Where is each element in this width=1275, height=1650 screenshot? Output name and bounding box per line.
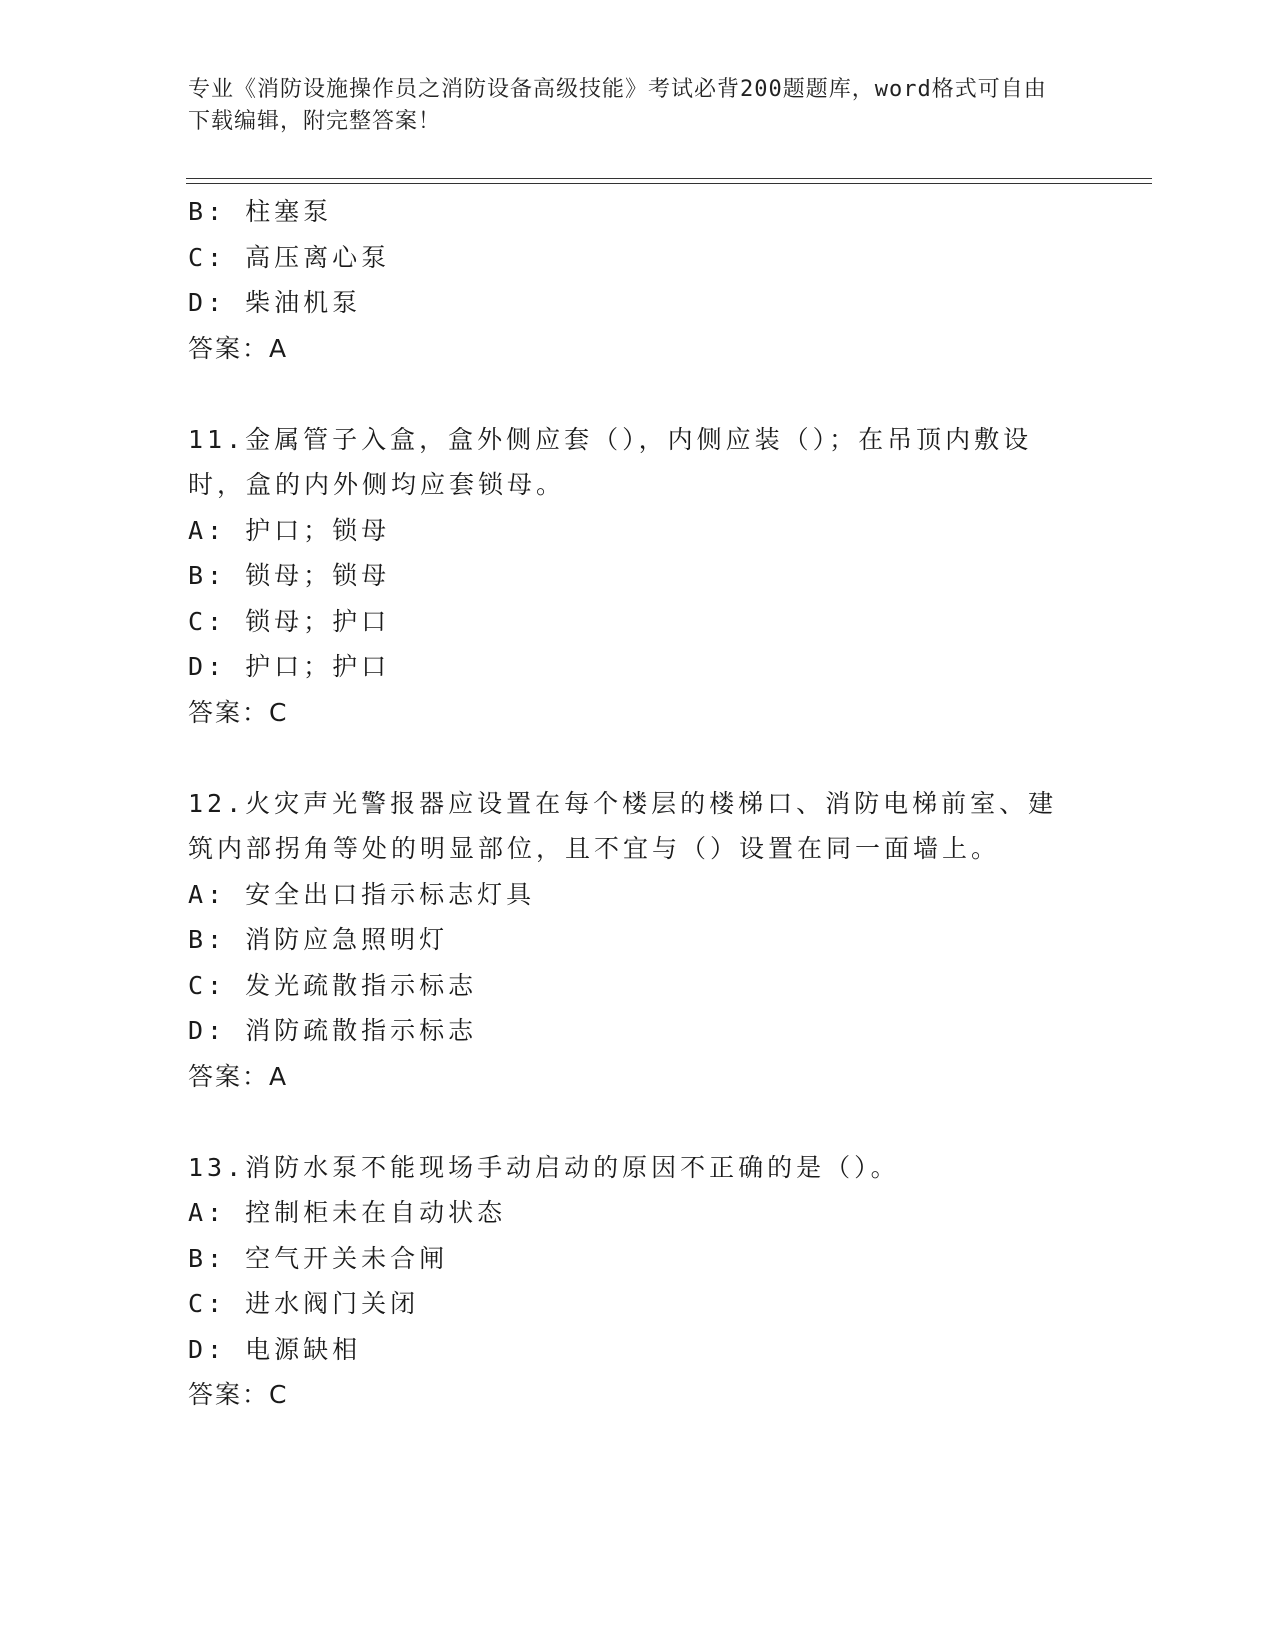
answer: 答案：C — [188, 697, 289, 727]
question-11 — [188, 417, 1088, 736]
option: A: 护口；锁母 — [188, 515, 391, 545]
option: D: 电源缺相 — [188, 1334, 362, 1364]
option: D: 消防疏散指示标志 — [188, 1016, 478, 1045]
question-text: 13.消防水泵不能现场手动启动的原因不正确的是（）。 — [188, 1152, 900, 1182]
option: A: 安全出口指示标志灯具 — [188, 879, 536, 909]
question-text: 12.火灾声光警报器应设置在每个楼层的楼梯口、消防电梯前室、建筑内部拐角等处的明显部位，且不宜与（）设置在同一面墙上。 — [188, 788, 1058, 863]
question-text: 11.金属管子入盒，盒外侧应套（），内侧应装（）；在吊顶内敷设时，盒的内外侧均应套锁母。 — [188, 424, 1033, 499]
option: D: 护口；护口 — [188, 652, 391, 681]
question-list — [188, 189, 1088, 1418]
option: A: 控制柜未在自动状态 — [188, 1198, 507, 1227]
option: C: 发光疏散指示标志 — [188, 970, 478, 1000]
option: B: 柱塞泵 — [188, 197, 333, 226]
option: B: 空气开关未合闸 — [188, 1243, 449, 1273]
question-13 — [188, 1145, 1088, 1418]
question-10-tail — [188, 189, 1088, 371]
option: B: 锁母；锁母 — [188, 561, 391, 590]
question-12 — [188, 781, 1088, 1100]
option: D: 柴油机泵 — [188, 288, 362, 317]
header-divider-top — [186, 178, 1152, 179]
answer: 答案：C — [188, 1380, 289, 1409]
answer: 答案：A — [188, 333, 289, 363]
answer: 答案：A — [188, 1061, 289, 1091]
option: C: 进水阀门关闭 — [188, 1289, 420, 1318]
header-divider-bottom — [186, 183, 1152, 184]
document-header: 专业《消防设施操作员之消防设备高级技能》考试必背200题题库，word格式可自由下载编辑，附完整答案！ — [188, 77, 1047, 134]
option: C: 锁母；护口 — [188, 606, 391, 636]
option: B: 消防应急照明灯 — [188, 925, 449, 954]
option: C: 高压离心泵 — [188, 242, 391, 272]
